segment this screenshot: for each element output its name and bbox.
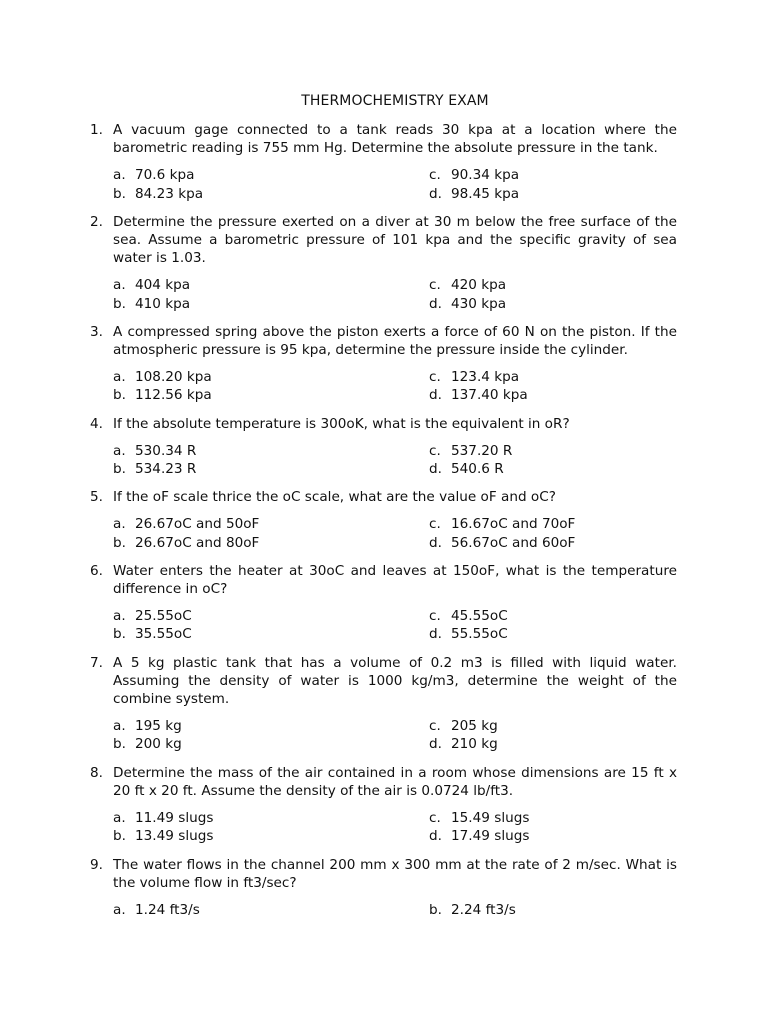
option-letter: d.: [429, 736, 442, 753]
option-letter: c.: [429, 277, 441, 294]
option-letter: b.: [429, 901, 442, 918]
question-text: Determine the pressure exerted on a diver at 30 m below the free surface of the sea. Assume a barometric pressure of 101 kpa and the specific gravity of sea water is 1.03.: [113, 213, 677, 267]
option-text: 200 kg: [135, 736, 182, 753]
option-letter: d.: [429, 185, 442, 202]
option-text: 84.23 kpa: [135, 185, 204, 202]
option-letter: c.: [429, 442, 441, 459]
answer-option: [113, 827, 429, 845]
option-letter: c.: [429, 608, 441, 625]
question-number: 6.: [90, 562, 103, 579]
option-text: 108.20 kpa: [135, 369, 212, 386]
option-text: 13.49 slugs: [135, 828, 214, 845]
option-letter: b.: [113, 828, 126, 845]
option-letter: c.: [429, 369, 441, 386]
option-letter: a.: [113, 277, 126, 294]
option-text: 410 kpa: [135, 295, 191, 312]
option-text: 123.4 kpa: [451, 369, 520, 386]
answer-option: [113, 460, 429, 478]
option-text: 17.49 slugs: [451, 828, 530, 845]
option-letter: d.: [429, 387, 442, 404]
answer-option: [113, 368, 429, 386]
answer-options: [90, 809, 677, 845]
option-letter: a.: [113, 516, 126, 533]
question-item: [90, 764, 677, 846]
option-letter: c.: [429, 718, 441, 735]
option-letter: b.: [113, 461, 126, 478]
option-letter: a.: [113, 608, 126, 625]
option-text: 137.40 kpa: [451, 387, 528, 404]
question-number: 7.: [90, 654, 103, 671]
answer-options: [90, 717, 677, 753]
question-number: 9.: [90, 856, 103, 873]
option-letter: d.: [429, 295, 442, 312]
option-text: 26.67oC and 50oF: [135, 516, 260, 533]
answer-option: [429, 607, 669, 625]
option-text: 15.49 slugs: [451, 810, 530, 827]
question-stem: [90, 764, 677, 800]
option-text: 98.45 kpa: [451, 185, 520, 202]
option-letter: c.: [429, 810, 441, 827]
answer-option: [113, 515, 429, 533]
answer-option: [429, 625, 669, 643]
option-letter: c.: [429, 167, 441, 184]
page-title: THERMOCHEMISTRY EXAM: [301, 93, 489, 109]
question-text: The water flows in the channel 200 mm x 300 mm at the rate of 2 m/sec. What is the volume flow in ft3/sec?: [113, 856, 677, 891]
answer-option: [113, 809, 429, 827]
option-letter: b.: [113, 626, 126, 643]
answer-option: [113, 185, 429, 203]
answer-option: [113, 276, 429, 294]
question-number: 8.: [90, 764, 103, 781]
option-letter: a.: [113, 718, 126, 735]
answer-option: [113, 442, 429, 460]
answer-option: [113, 166, 429, 184]
option-text: 404 kpa: [135, 277, 191, 294]
answer-option: [429, 368, 669, 386]
option-text: 205 kg: [451, 718, 498, 735]
answer-option: [113, 607, 429, 625]
question-item: [90, 654, 677, 754]
answer-options: [90, 607, 677, 643]
option-text: 195 kg: [135, 718, 182, 735]
question-text: A compressed spring above the piston exerts a force of 60 N on the piston. If the atmospheric pressure is 95 kpa, determine the pressure inside the cylinder.: [113, 323, 677, 359]
question-text: Water enters the heater at 30oC and leaves at 150oF, what is the temperature difference in oC?: [113, 562, 677, 598]
option-text: 90.34 kpa: [451, 167, 520, 184]
question-stem: [90, 562, 677, 598]
answer-option: [113, 735, 429, 753]
option-letter: a.: [113, 810, 126, 827]
option-text: 26.67oC and 80oF: [135, 534, 260, 551]
question-number: 3.: [90, 323, 103, 340]
option-text: 420 kpa: [451, 277, 507, 294]
answer-option: [429, 534, 669, 552]
option-text: 45.55oC: [451, 608, 508, 625]
option-letter: a.: [113, 442, 126, 459]
option-text: 2.24 ft3/s: [451, 901, 516, 918]
option-letter: d.: [429, 828, 442, 845]
answer-option: [429, 166, 669, 184]
option-text: 1.24 ft3/s: [135, 901, 200, 918]
question-list: [90, 121, 677, 929]
option-text: 11.49 slugs: [135, 810, 214, 827]
answer-option: [113, 534, 429, 552]
option-text: 534.23 R: [135, 461, 197, 478]
option-text: 25.55oC: [135, 608, 192, 625]
question-item: [90, 323, 677, 405]
option-letter: b.: [113, 534, 126, 551]
option-text: 540.6 R: [451, 461, 504, 478]
question-item: [90, 415, 677, 479]
answer-option: [429, 735, 669, 753]
question-item: [90, 562, 677, 644]
answer-options: [90, 368, 677, 404]
answer-option: [429, 442, 669, 460]
question-item: [90, 856, 677, 920]
answer-option: [429, 827, 669, 845]
answer-options: [90, 276, 677, 312]
question-number: 4.: [90, 415, 103, 432]
question-text: A 5 kg plastic tank that has a volume of 0.2 m3 is filled with liquid water. Assuming the density of water is 1000 kg/m3, determine the weight of the combine system.: [113, 654, 677, 708]
answer-option: [113, 901, 429, 919]
question-number: 5.: [90, 489, 103, 506]
question-stem: [90, 213, 677, 268]
answer-option: [429, 460, 669, 478]
question-text: A vacuum gage connected to a tank reads 30 kpa at a location where the barometric reading is 755 mm Hg. Determine the absolute pressure in the tank.: [113, 122, 677, 157]
question-stem: [90, 415, 677, 433]
option-letter: a.: [113, 167, 126, 184]
question-stem: [90, 654, 677, 709]
option-letter: a.: [113, 901, 126, 918]
answer-options: [90, 442, 677, 478]
option-letter: b.: [113, 295, 126, 312]
answer-option: [429, 276, 669, 294]
answer-option: [113, 717, 429, 735]
question-number: 1.: [90, 122, 103, 138]
answer-option: [429, 185, 669, 203]
question-item: [90, 488, 677, 552]
option-letter: d.: [429, 461, 442, 478]
option-text: 55.55oC: [451, 626, 508, 643]
option-text: 210 kg: [451, 736, 498, 753]
question-item: [90, 213, 677, 313]
question-number: 2.: [90, 213, 103, 230]
answer-option: [429, 809, 669, 827]
answer-option: [429, 515, 669, 533]
question-text: Determine the mass of the air contained in a room whose dimensions are 15 ft x 20 ft x 20 ft. Assume the density of the air is 0.0724 lb/ft3.: [113, 764, 677, 799]
question-stem: [90, 488, 677, 506]
answer-options: [90, 166, 677, 202]
question-item: [90, 121, 677, 203]
option-letter: b.: [113, 387, 126, 404]
option-letter: b.: [113, 736, 126, 753]
answer-option: [429, 295, 669, 313]
answer-option: [429, 901, 669, 919]
option-text: 70.6 kpa: [135, 167, 195, 184]
answer-option: [113, 625, 429, 643]
answer-options: [90, 901, 677, 919]
answer-option: [113, 295, 429, 313]
option-letter: b.: [113, 185, 126, 202]
option-text: 537.20 R: [451, 442, 513, 459]
option-text: 35.55oC: [135, 626, 192, 643]
answer-option: [429, 717, 669, 735]
question-text: If the oF scale thrice the oC scale, what are the value oF and oC?: [113, 489, 556, 506]
option-letter: c.: [429, 516, 441, 533]
answer-option: [113, 386, 429, 404]
option-text: 430 kpa: [451, 295, 507, 312]
question-text: If the absolute temperature is 300oK, what is the equivalent in oR?: [113, 415, 570, 432]
question-stem: [90, 323, 677, 359]
option-text: 530.34 R: [135, 442, 197, 459]
question-stem: [90, 121, 677, 157]
answer-options: [90, 515, 677, 551]
option-letter: d.: [429, 534, 442, 551]
option-text: 112.56 kpa: [135, 387, 212, 404]
option-letter: a.: [113, 369, 126, 386]
option-text: 56.67oC and 60oF: [451, 534, 576, 551]
question-stem: [90, 856, 677, 892]
option-text: 16.67oC and 70oF: [451, 516, 576, 533]
answer-option: [429, 386, 669, 404]
option-letter: d.: [429, 626, 442, 643]
